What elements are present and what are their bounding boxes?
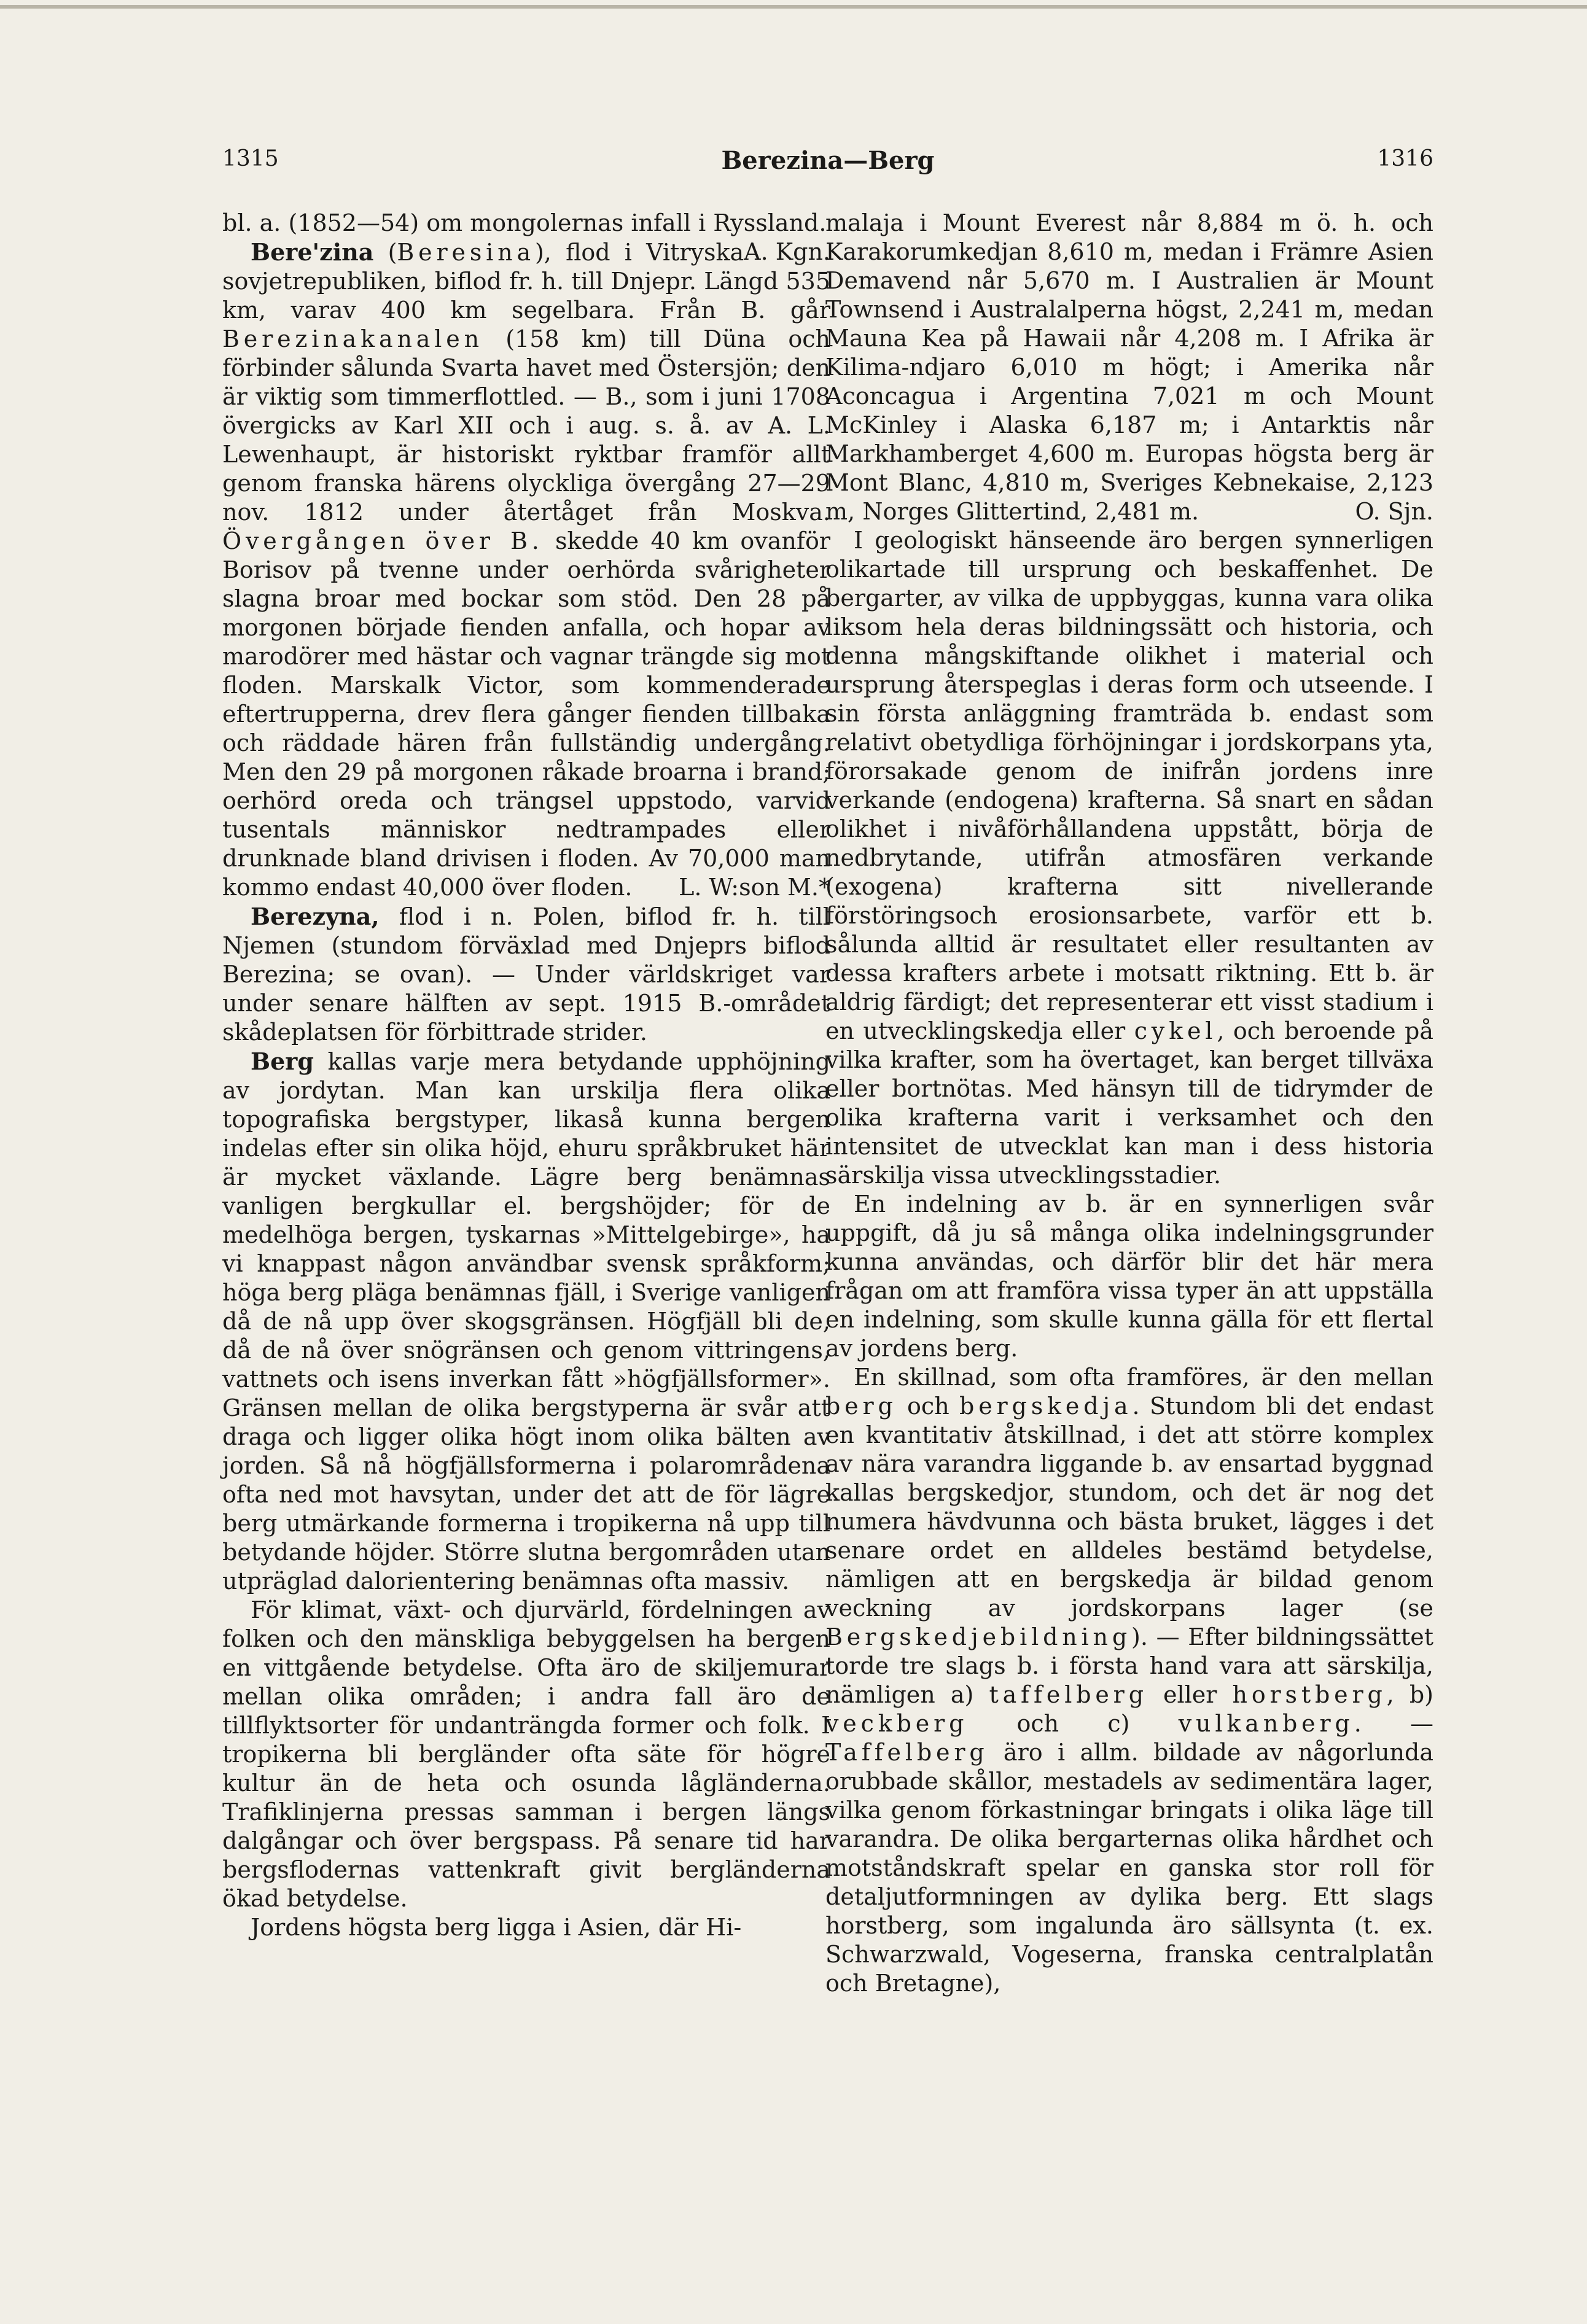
page-header <box>222 146 1433 183</box>
top-edge-rule <box>0 5 1587 9</box>
page-number-left: 1315 <box>222 146 279 171</box>
paragraph-continuation: malaja i Mount Everest når 8,884 m ö. h. och Karakorumkedjan 8,610 m, medan i Främre Asien Demavend når 5,670 m. I Australien är Mount Townsend i Australalperna högst, 2,241 m, medan Mauna Kea på Hawaii når 4,208 m. I Afrika är Kilima-ndjaro 6,010 m högt; i Amerika når Aconcagua i Argentina 7,021 m och Mount McKinley i Alaska 6,187 m; i Antarktis når Markhamberget 4,600 m. Europas högsta berg är Mont Blanc, 4,810 m, Sveriges Kebnekaise, 2,123 m, Norges Glittertind, 2,481 m. O. Sjn. <box>825 209 1433 525</box>
author-signature: L. W:son M.* <box>679 874 830 901</box>
entry-berezina: Bere'zina (Beresina), flod i Vitryska sovjetrepubliken, biflod fr. h. till Dnjepr. Längd 535 km, varav 400 km segelbara. Från B. går Berezinakanalen (158 km) till Düna och förbinder sålunda Svarta havet med Östersjön; den är viktig som timmerflottled. — B., som i juni 1708 övergicks av Karl XII och i aug. s. å. av A. L. Lewenhaupt, är historiskt ryktbar framför allt genom franska härens olyckliga övergång 27—29 nov. 1812 under återtåget från Moskva. Övergången över B. skedde 40 km ovanför Borisov på tvenne under oerhörda svårigheter slagna broar med bockar som stöd. Den 28 på morgonen började fienden anfalla, och hopar av marodörer med hästar och vagnar trängde sig mot floden. Marskalk Victor, som kommenderade eftertrupperna, drev flera gånger fienden tillbaka och räddade hären från fullständig undergång. Men den 29 på morgonen råkade broarna i brand; oerhörd oreda och trängsel uppstodo, varvid tusentals människor nedtrampades eller drunknade bland drivisen i floden. Av 70,000 man kommo endast 40,000 över floden. L. W:son M.* <box>222 238 831 901</box>
entry-headword: Berezyna, <box>251 903 380 930</box>
paragraph: Jordens högsta berg ligga i Asien, där Hi- <box>251 1914 742 1941</box>
page-number-right: 1316 <box>1377 146 1433 171</box>
running-title: Berezina—Berg <box>721 146 935 175</box>
entry-berg: Berg kallas varje mera betydande upphöjning av jordytan. Man kan urskilja flera olika topografiska bergstyper, likaså kunna bergen indelas efter sin olika höjd, ehuru språkbruket här är mycket växlande. Lägre berg benämnas vanligen bergkullar el. bergshöjder; för de medelhöga bergen, tyskarnas »Mittelgebirge», ha vi knappast någon användbar svensk språkform; höga berg pläga benämnas fjäll, i Sverige vanligen då de nå upp över skogsgränsen. Högfjäll bli de, då de nå över snögränsen och genom vittringens, vattnets och isens inverkan fått »högfjällsformer». Gränsen mellan de olika bergstyperna är svår att draga och ligger olika högt inom olika bälten av jorden. Så nå högfjällsformerna i polarområdena ofta ned mot havsytan, under det att de för lägre berg utmärkande formerna i tropikerna nå upp till betydande höjder. Större slutna bergområden utan utpräglad dalorientering benämnas ofta massiv. <box>222 1047 830 1595</box>
entry-headword: Berg <box>251 1047 314 1075</box>
author-signature: A. Kgn. <box>744 238 830 265</box>
paragraph: En skillnad, som ofta framföres, är den mellan berg och bergskedja. Stundom bli det endast en kvantitativ åtskillnad, i det att större komplex av nära varandra liggande b. av ensartad byggnad kallas bergskedjor, stundom, och det är nog det numera hävdvunna och bästa bruket, lägges i det senare ordet en alldeles bestämd betydelse, nämligen att en bergskedja är bildad genom veckning av jordskorpans lager (se Bergskedjebildning). — Efter bildningssättet torde tre slags b. i första hand vara att särskilja, nämligen a) taffelberg eller horstberg, b) veckberg och c) vulkanberg. — Taffelberg äro i allm. bildade av någorlunda orubbade skållor, mestadels av sedimentära lager, vilka genom förkastningar bringats i olika läge till varandra. De olika bergarternas olika hårdhet och motståndskraft spelar en ganska stor roll för detaljutformningen av dylika berg. Ett slags horstberg, som ingalunda äro sällsynta (t. ex. Schwarzwald, Vogeserna, franska centralplatån och Bretagne), <box>825 1364 1434 1997</box>
entry-headword: Bere'zina <box>251 238 374 266</box>
author-signature: O. Sjn. <box>1355 498 1433 525</box>
right-column <box>825 209 1433 1998</box>
left-column <box>222 209 830 1942</box>
paragraph-continuation: bl. a. (1852—54) om mongolernas infall i Ryssland. A. Kgn. <box>222 209 830 265</box>
paragraph: I geologiskt hänseende äro bergen synnerligen olikartade till ursprung och beskaffenhet. De bergarter, av vilka de uppbyggas, kunna vara olika liksom hela deras bildningssätt och historia, och denna mångskiftande olikhet i material och ursprung återspeglas i deras form och utseende. I sin första anläggning framträda b. endast som relativt obetydliga förhöjningar i jordskorpans yta, förorsakade genom de inifrån jordens inre verkande (endogena) krafterna. Så snart en sådan olikhet i nivåförhållandena uppstått, börja de nedbrytande, utifrån atmosfären verkande (exogena) krafterna sitt nivellerande förstöringsoch erosionsarbete, varför ett b. sålunda alltid är resultatet eller resultanten av dessa krafters arbete i motsatt riktning. Ett b. är aldrig färdigt; det representerar ett visst stadium i en utvecklingskedja eller cykel, och beroende på vilka krafter, som ha övertaget, kan berget tillväxa eller bortnötas. Med hänsyn till de tidrymder de olika krafterna varit i verksamhet och den intensitet de utvecklat kan man i dess historia särskilja vissa utvecklingsstadier. <box>825 527 1434 1189</box>
paragraph: En indelning av b. är en synnerligen svår uppgift, då ju så många olika indelningsgrunder kunna användas, och därför blir det här mera frågan om att framföra vissa typer än att uppställa en indelning, som skulle kunna gälla för ett flertal av jordens berg. <box>825 1191 1433 1362</box>
paragraph: För klimat, växt- och djurvärld, fördelningen av folken och den mänskliga bebyggelsen ha bergen en vittgående betydelse. Ofta äro de skiljemurar mellan olika områden; i andra fall äro de tillflyktsorter för undanträngda former och folk. I tropikerna bli bergländer ofta säte för högre kultur än de heta och osunda lågländerna. Trafiklinjerna pressas samman i bergen längs dalgångar och över bergspass. På senare tid har bergsflodernas vattenkraft givit bergländerna ökad betydelse. <box>222 1596 830 1912</box>
entry-berezyna: Berezyna, flod i n. Polen, biflod fr. h. till Njemen (stundom förväxlad med Dnjeprs biflod Berezina; se ovan). — Under världskriget var under senare hälften av sept. 1915 B.-området skådeplatsen för förbittrade strider. <box>222 903 830 1046</box>
